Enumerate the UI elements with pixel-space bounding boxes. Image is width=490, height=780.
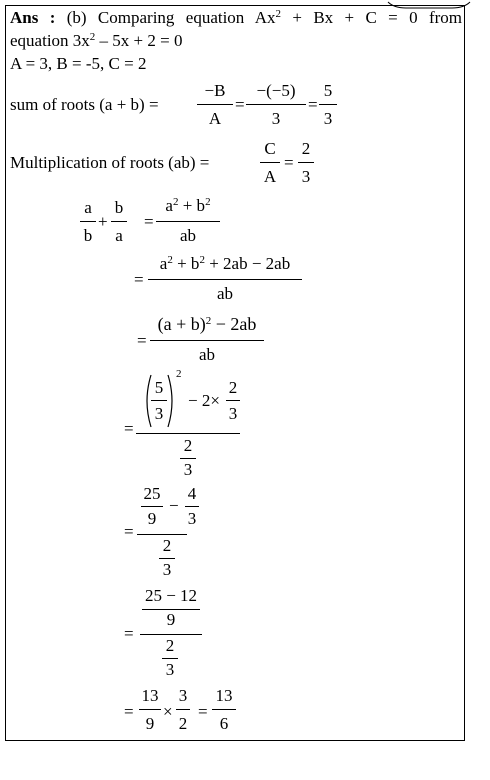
denominator-fraction-2-over-3: [180, 436, 196, 480]
fraction-4-over-3: [185, 484, 199, 532]
fraction-denominator: 3: [228, 404, 238, 423]
sum-fraction-1: [197, 81, 233, 131]
fraction-numerator: 2: [301, 139, 311, 158]
main-fraction-bar: [137, 534, 187, 535]
fraction-denominator: 3: [187, 509, 197, 528]
equals-sign: =: [134, 270, 144, 289]
fraction-denominator: 6: [219, 714, 229, 733]
fraction-numerator: 25: [143, 484, 161, 503]
fraction-bar: [139, 709, 161, 710]
times-sign: ×: [163, 702, 173, 721]
fraction-numerator: 13: [215, 686, 233, 705]
equation-text-b: – 5x + 2 = 0: [95, 31, 183, 50]
option-label: (b): [66, 8, 87, 27]
fraction-denominator: ab: [198, 345, 216, 364]
fraction-numerator: 5: [323, 81, 333, 100]
fraction-numerator: −B: [204, 81, 226, 100]
numerator-a: a: [165, 196, 173, 215]
equals-sign: =: [124, 522, 134, 541]
equals-sign: =: [284, 153, 294, 172]
fraction-denominator: b: [83, 226, 93, 245]
inner-fraction-2-over-3: [226, 378, 240, 426]
fraction-denominator: 9: [145, 714, 155, 733]
denominator-fraction-2-over-3: [162, 636, 178, 682]
fraction-denominator: ab: [216, 284, 234, 303]
product-fraction-1: [260, 139, 280, 189]
product-fraction-2: [298, 139, 314, 189]
step6-complex-fraction: [140, 584, 202, 688]
fraction-numerator: [156, 196, 220, 216]
fraction-bar: [180, 458, 196, 459]
answer-line-2: [10, 31, 182, 51]
fraction-denominator: 3: [154, 404, 164, 423]
fraction-denominator: 3: [183, 460, 193, 479]
fraction-denominator: a: [115, 226, 123, 245]
fraction-13-over-9: [139, 686, 161, 736]
fraction-numerator: a: [84, 198, 92, 217]
step5-complex-fraction: [137, 484, 203, 584]
comparing-text-b: + Bx + C = 0 from: [281, 8, 462, 27]
superscript-2: 2: [275, 8, 282, 20]
minus-sign: −: [169, 496, 179, 515]
main-fraction-bar: [136, 433, 240, 434]
step1-fraction-a-over-b: [80, 198, 96, 248]
fraction-numerator: 13: [141, 686, 159, 705]
fraction-numerator: b: [114, 198, 124, 217]
equals-sign: =: [308, 95, 318, 114]
numerator-paren: (a + b): [157, 314, 206, 334]
fraction-bar: [80, 221, 96, 222]
fraction-denominator: 9: [147, 509, 157, 528]
superscript-2: 2: [89, 31, 96, 43]
fraction-bar: [151, 400, 167, 401]
ans-label: Ans :: [10, 8, 56, 27]
numerator-rest: − 2ab: [211, 314, 257, 334]
fraction-bar: [111, 221, 127, 222]
superscript-2: 2: [205, 196, 211, 208]
equals-sign: =: [235, 95, 245, 114]
fraction-bar: [185, 506, 199, 507]
fraction-denominator: A: [263, 167, 277, 186]
fraction-numerator: 2: [162, 536, 172, 555]
fraction-numerator: 3: [178, 686, 188, 705]
step3-fraction: [150, 312, 264, 368]
answer-box: [5, 5, 465, 741]
minus-two-times: − 2×: [188, 391, 220, 410]
superscript-2: 2: [172, 196, 179, 208]
numerator-a: a: [159, 254, 168, 273]
fraction-numerator: 2: [228, 378, 238, 397]
fraction-denominator: 2: [178, 714, 188, 733]
equals-sign: =: [124, 624, 134, 643]
fraction-bar: [159, 558, 175, 559]
superscript-2: 2: [167, 254, 173, 266]
superscript-2: 2: [176, 368, 182, 380]
fraction-bar: [176, 709, 190, 710]
fraction-3-over-2: [176, 686, 190, 736]
equals-sign: =: [144, 212, 154, 231]
sum-label: sum of roots (a + b) =: [10, 95, 159, 114]
fraction-numerator: 4: [187, 484, 197, 503]
equation-text-a: equation 3x: [10, 31, 90, 50]
numerator-c: + 2ab − 2ab: [204, 254, 291, 273]
coefficients-line: A = 3, B = -5, C = 2: [10, 54, 147, 73]
fraction-bar: [319, 104, 337, 105]
numerator-b: + b: [178, 196, 206, 215]
fraction-denominator: 3: [271, 109, 281, 128]
equals-sign: =: [124, 702, 134, 721]
fraction-bar: [197, 104, 233, 105]
fraction-numerator: [150, 314, 264, 334]
numerator-b: + b: [172, 254, 200, 273]
sum-fraction-3: [319, 81, 337, 131]
fraction-numerator: 2: [183, 436, 193, 455]
superscript-2: 2: [199, 254, 205, 266]
sum-fraction-2: [246, 81, 306, 131]
fraction-bar: [260, 162, 280, 163]
fraction-numerator: 2: [165, 636, 175, 655]
fraction-bar: [298, 162, 314, 163]
fraction-bar: [226, 400, 240, 401]
equals-sign: =: [137, 331, 147, 350]
fraction-numerator: −(−5): [256, 81, 296, 100]
fraction-denominator: 3: [162, 560, 172, 579]
step4-complex-fraction: [136, 370, 240, 480]
fraction-bar: [148, 279, 302, 280]
fraction-numerator: [148, 254, 302, 274]
top-denominator: 9: [166, 610, 176, 629]
fraction-denominator: ab: [179, 226, 197, 245]
plus-sign: +: [98, 212, 108, 231]
step1-rhs-fraction: [156, 194, 220, 248]
fraction-bar: [246, 104, 306, 105]
fraction-bar: [141, 506, 163, 507]
fraction-denominator: A: [208, 109, 222, 128]
answer-line-1: [10, 8, 462, 28]
fraction-numerator: C: [264, 139, 276, 158]
main-fraction-bar: [140, 634, 202, 635]
fraction-denominator: 3: [301, 167, 311, 186]
fraction-bar: [156, 221, 220, 222]
equals-sign: =: [124, 419, 134, 438]
fraction-denominator: 3: [165, 660, 175, 679]
step1-fraction-b-over-a: [111, 198, 127, 248]
step2-fraction: [148, 252, 302, 306]
superscript-2: 2: [205, 315, 212, 327]
fraction-bar: [150, 340, 264, 341]
fraction-denominator: 3: [323, 109, 333, 128]
fraction-bar: [162, 658, 178, 659]
fraction-numerator: 5: [154, 378, 164, 397]
denominator-fraction-2-over-3: [159, 536, 175, 582]
fraction-bar: [212, 709, 236, 710]
right-paren: [167, 374, 177, 428]
top-numerator: 25 − 12: [144, 586, 198, 605]
fraction-25-over-9: [141, 484, 163, 532]
comparing-text-a: Comparing equation Ax: [97, 8, 276, 27]
inner-fraction-5-over-3: [151, 378, 167, 426]
equals-sign: =: [198, 702, 208, 721]
fraction-13-over-6: [212, 686, 236, 736]
product-label: Multiplication of roots (ab) =: [10, 153, 210, 172]
